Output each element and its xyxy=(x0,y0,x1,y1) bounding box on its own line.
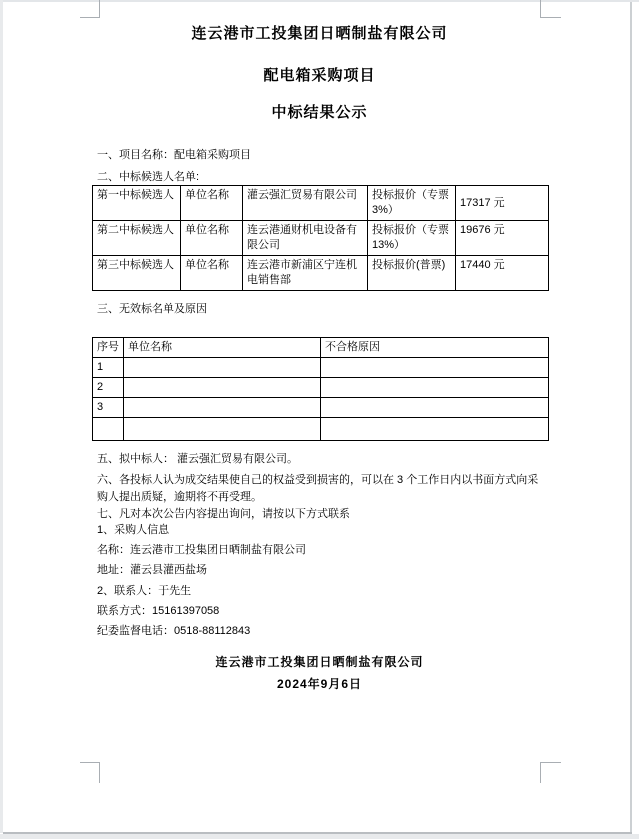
below-page-background xyxy=(0,834,639,839)
contact-person: 2、联系人：于先生 xyxy=(97,585,192,597)
table-row xyxy=(93,186,549,221)
doc-title-project: 配电箱采购项目 xyxy=(263,67,376,84)
contact-phone: 联系方式：15161397058 xyxy=(97,605,220,617)
seq-cell xyxy=(93,418,124,441)
col-header-seq: 序号 xyxy=(93,338,124,358)
price-label: 投标报价(普票) xyxy=(368,256,456,291)
seq-cell: 3 xyxy=(93,398,124,418)
unit-name: 连云港市新浦区宁连机电销售部 xyxy=(243,256,368,291)
candidate-rank: 第三中标候选人 xyxy=(93,256,181,291)
signature-date: 2024年9月6日 xyxy=(276,677,363,691)
doc-title-result: 中标结果公示 xyxy=(271,104,368,121)
candidate-rank: 第一中标候选人 xyxy=(93,186,181,221)
doc-title-company: 连云港市工投集团日晒制盐有限公司 xyxy=(191,25,448,42)
price-value: 17317 元 xyxy=(456,186,549,221)
unit-label: 单位名称 xyxy=(181,186,243,221)
section-6-objection-notice: 六、各投标人认为成交结果使自己的权益受到损害的，可以在 3 个工作日内以书面方式向采购人提出质疑，逾期将不再受理。 xyxy=(97,474,539,503)
unit-name: 连云港通财机电设备有限公司 xyxy=(243,221,368,256)
contact-address: 地址：灌云县灌西盐场 xyxy=(97,564,207,576)
table-row xyxy=(93,221,549,256)
page-left-edge xyxy=(0,0,3,833)
contact-supervision-phone: 纪委监督电话：0518-88112843 xyxy=(97,625,251,637)
seq-cell: 2 xyxy=(93,378,124,398)
seq-cell: 1 xyxy=(93,358,124,378)
section-7-contact-intro: 七、凡对本次公告内容提出询问，请按以下方式联系 xyxy=(97,508,350,520)
page-right-edge xyxy=(630,2,632,832)
unit-name: 灌云强汇贸易有限公司 xyxy=(243,186,368,221)
price-value: 17440 元 xyxy=(456,256,549,291)
reason-cell xyxy=(321,398,549,418)
signature-company: 连云港市工投集团日晒制盐有限公司 xyxy=(215,655,424,669)
table-row xyxy=(93,418,549,441)
price-label: 投标报价（专票13%） xyxy=(368,221,456,256)
price-label: 投标报价（专票3%） xyxy=(368,186,456,221)
table-row xyxy=(93,256,549,291)
price-value: 19676 元 xyxy=(456,221,549,256)
unit-label: 单位名称 xyxy=(181,256,243,291)
col-header-reason: 不合格原因 xyxy=(321,338,549,358)
table-header-row xyxy=(93,338,549,358)
candidates-table xyxy=(92,185,549,291)
contact-purchaser-heading: 1、采购人信息 xyxy=(97,524,170,536)
text-boundary-mark-bottom-right xyxy=(540,762,561,783)
candidate-rank: 第二中标候选人 xyxy=(93,221,181,256)
section-5-winner: 五、拟中标人： 灌云强汇贸易有限公司。 xyxy=(97,453,299,465)
section-3-invalid-bids: 三、无效标名单及原因 xyxy=(97,303,207,315)
table-row xyxy=(93,358,549,378)
unit-cell xyxy=(124,418,321,441)
reason-cell xyxy=(321,378,549,398)
reason-cell xyxy=(321,418,549,441)
contact-company-name: 名称：连云港市工投集团日晒制盐有限公司 xyxy=(97,544,306,556)
unit-cell xyxy=(124,398,321,418)
text-boundary-mark-top-left xyxy=(80,0,100,18)
invalid-bids-table xyxy=(92,337,549,441)
section-2-candidates: 二、中标候选人名单: xyxy=(97,171,200,183)
text-boundary-mark-bottom-left xyxy=(80,762,100,783)
table-row xyxy=(93,398,549,418)
section-1-project-name: 一、项目名称：配电箱采购项目 xyxy=(97,149,251,161)
text-boundary-mark-top-right xyxy=(540,0,561,18)
col-header-unit: 单位名称 xyxy=(124,338,321,358)
table-row xyxy=(93,378,549,398)
unit-cell xyxy=(124,358,321,378)
unit-label: 单位名称 xyxy=(181,221,243,256)
unit-cell xyxy=(124,378,321,398)
reason-cell xyxy=(321,358,549,378)
